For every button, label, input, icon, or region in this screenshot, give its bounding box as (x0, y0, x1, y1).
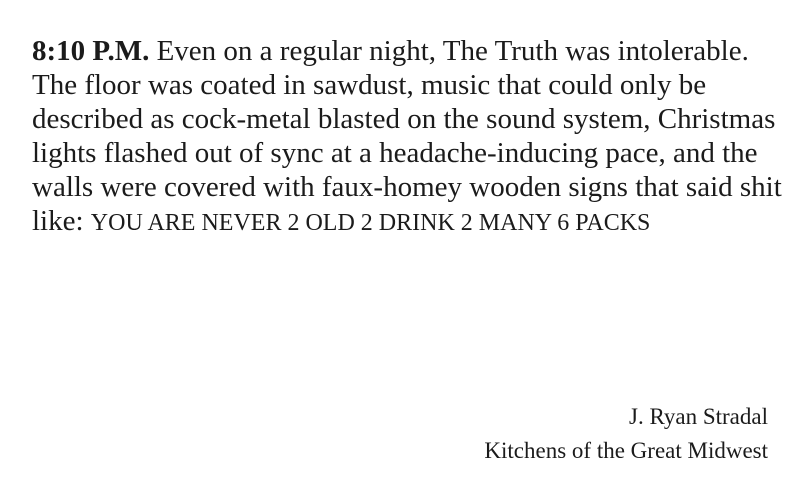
book-title: Kitchens of the Great Midwest (484, 438, 768, 463)
quote-body: Even on a regular night, The Truth was intolerable. The floor was coated in sawdust, music that could only be described as cock-metal blasted on the sound system, Christmas lights flashed out of sync at a headache-inducing pace, and the walls were covered with faux-homey wooden signs that said shit like: (32, 35, 782, 237)
author-name: J. Ryan Stradal (629, 404, 768, 429)
quote-text (32, 34, 782, 240)
attribution (484, 400, 768, 468)
quote-time: 8:10 P.M. (32, 35, 150, 67)
quote-sign-text: YOU ARE NEVER 2 OLD 2 DRINK 2 MANY 6 PACKS (90, 210, 651, 236)
